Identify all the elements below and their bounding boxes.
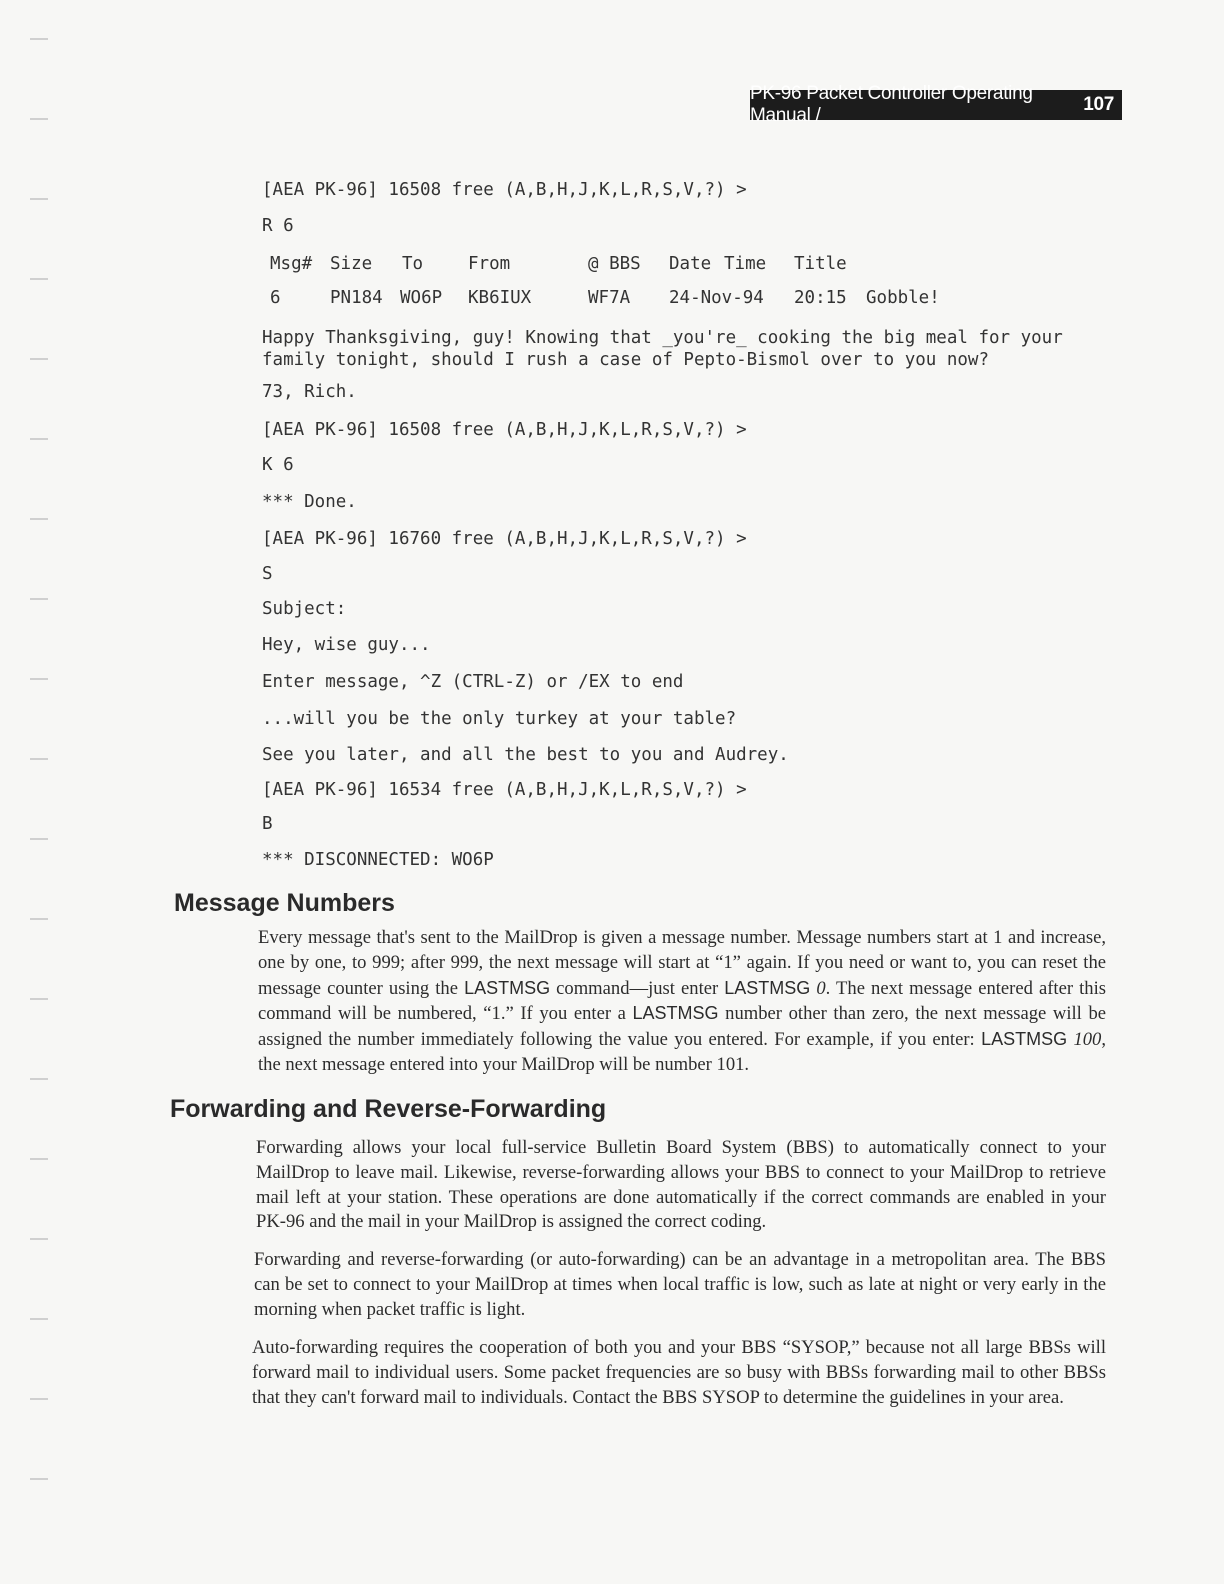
table-row <box>262 288 1122 310</box>
column-header: Title <box>794 254 847 274</box>
running-header <box>750 83 1122 126</box>
table-cell: Gobble! <box>866 288 940 308</box>
column-header: @ BBS <box>588 254 641 274</box>
command-name: LASTMSG <box>981 1029 1068 1050</box>
prompt-line: [AEA PK-96] 16508 free (A,B,H,J,K,L,R,S,V,?) > <box>262 180 747 200</box>
header-title: PK-96 Packet Controller Operating Manual / <box>750 83 1033 126</box>
command-name: LASTMSG <box>464 977 551 998</box>
prompt-line: [AEA PK-96] 16534 free (A,B,H,J,K,L,R,S,V,?) > <box>262 780 747 800</box>
section-heading-forwarding: Forwarding and Reverse-Forwarding <box>170 1095 607 1123</box>
message-text-line: family tonight, should I rush a case of Pepto-Bismol over to you now? <box>262 350 989 370</box>
table-cell: PN184 <box>330 288 383 308</box>
scan-margin-marks <box>30 30 54 1510</box>
command-argument: 0 <box>816 977 826 999</box>
command-line: S <box>262 564 273 584</box>
instruction-line: Enter message, ^Z (CTRL-Z) or /EX to end <box>262 672 684 692</box>
column-header: Size <box>330 254 373 274</box>
forwarding-paragraph: Forwarding and reverse-forwarding (or auto-forwarding) can be an advantage in a metropolitan area. The BBS can be set to connect to your MailDrop at times when local traffic is low, such as late at night or very early in the morning when packet traffic is light. <box>254 1249 1106 1320</box>
table-cell: KB6IUX <box>468 288 532 308</box>
command-line: R 6 <box>262 216 294 236</box>
command-line: B <box>262 814 273 834</box>
message-list-header <box>262 254 1122 276</box>
column-header: From <box>468 254 511 274</box>
prompt-line: [AEA PK-96] 16508 free (A,B,H,J,K,L,R,S,V,?) > <box>262 420 747 440</box>
column-header: To <box>402 254 424 274</box>
column-header: Time <box>724 254 767 274</box>
status-line: *** Done. <box>262 492 357 512</box>
command-name: LASTMSG <box>724 977 811 998</box>
message-numbers-paragraph: Every message that's sent to the MailDrop is given a message number. Message numbers start at 1 and increase, one by one, to 999; after 999, the next message will start at “1” again. If you need or want to, you can reset the message counter using the LASTMSG command—just enter LASTMSG 0. The next message entered after this command will be numbered, “1.” If you enter a LASTMSG number other than zero, the next message will be assigned the number immediately following the value you entered. For example, if you enter: LASTMSG 100, the next message entered into your MailDrop will be number 101. <box>258 927 1106 1075</box>
forwarding-paragraph: Forwarding allows your local full-service Bulletin Board System (BBS) to automatically connect to your MailDrop to leave mail. Likewise, reverse-forwarding allows your BBS to connect to your MailDrop to retrieve mail left at your station. These operations are done automatically if the correct commands are enabled in your PK-96 and the mail in your MailDrop is assigned the correct coding. <box>256 1137 1106 1233</box>
table-cell: 20:15 <box>794 288 847 308</box>
column-header: Date <box>669 254 712 274</box>
section-heading-message-numbers: Message Numbers <box>174 889 395 917</box>
message-body-line: ...will you be the only turkey at your table? <box>262 709 737 729</box>
forwarding-paragraph: Auto-forwarding requires the cooperation of both you and your BBS “SYSOP,” because not all large BBSs will forward mail to individual users. Some packet frequencies are so busy with BBSs forwarding mail to other BBSs that they can't forward mail to individuals. Contact the BBS SYSOP to determine the guidelines in your area. <box>252 1337 1106 1408</box>
column-header: Msg# <box>270 254 313 274</box>
command-line: K 6 <box>262 455 294 475</box>
message-body-line: See you later, and all the best to you and Audrey. <box>262 745 789 765</box>
status-line: *** DISCONNECTED: WO6P <box>262 850 494 870</box>
table-cell: WO6P <box>400 288 443 308</box>
prompt-line: [AEA PK-96] 16760 free (A,B,H,J,K,L,R,S,V,?) > <box>262 529 747 549</box>
message-signoff: 73, Rich. <box>262 382 357 402</box>
message-text-line: Happy Thanksgiving, guy! Knowing that _you're_ cooking the big meal for your <box>262 328 1063 348</box>
command-argument: 100 <box>1073 1029 1102 1051</box>
page-number: 107 <box>1083 94 1114 115</box>
table-cell: 24-Nov-94 <box>669 288 764 308</box>
subject-label: Subject: <box>262 599 347 619</box>
table-cell: 6 <box>270 288 281 308</box>
command-name: LASTMSG <box>632 1003 719 1024</box>
table-cell: WF7A <box>588 288 631 308</box>
subject-value: Hey, wise guy... <box>262 635 431 655</box>
